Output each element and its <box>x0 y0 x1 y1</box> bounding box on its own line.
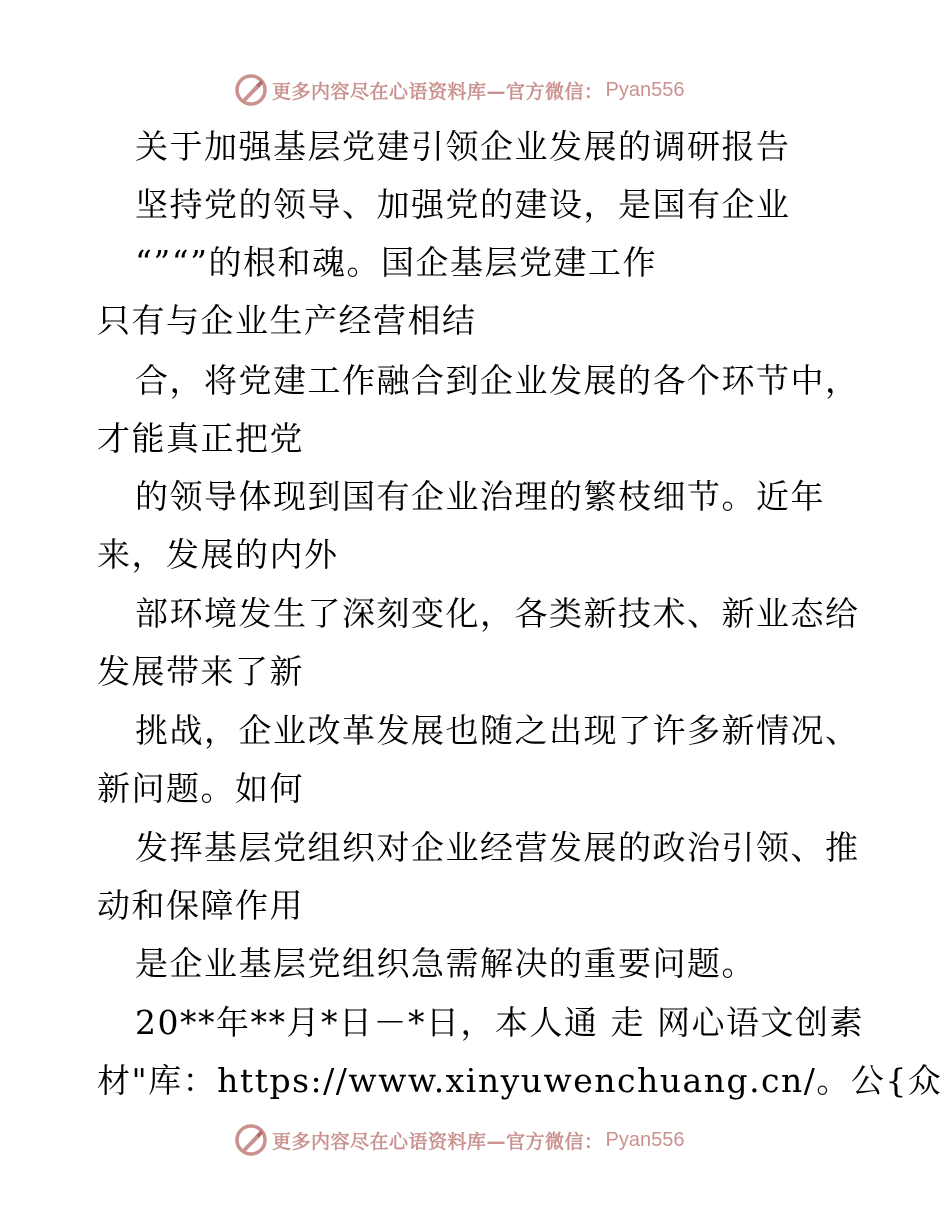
document-title: 关于加强基层党建引领企业发展的调研报告 <box>135 127 791 166</box>
watermark-text: 更多内容尽在心语资料库—官方微信： <box>272 1130 604 1153</box>
watermark-wechat-id: Pyan556 <box>605 1128 685 1151</box>
text-line: 发展带来了新 <box>97 652 304 691</box>
text-line: 来，发展的内外 <box>97 535 339 574</box>
text-line: 的领导体现到国有企业治理的繁枝细节。近年 <box>135 477 825 516</box>
pen-logo-icon <box>234 73 268 107</box>
text-line: 20**年**月*日－*日，本人通 走 网心语文创素 <box>135 1003 864 1042</box>
text-line: 合，将党建工作融合到企业发展的各个环节中， <box>135 361 860 400</box>
text-line: 挑战，企业改革发展也随之出现了许多新情况、 <box>135 711 860 750</box>
watermark-wechat-id: Pyan556 <box>605 78 685 101</box>
text-line: 新问题。如何 <box>97 769 304 808</box>
header-watermark <box>234 73 684 107</box>
text-line: 材"库：https://www.xinyuwenchuang.cn/。公{众 <box>97 1061 943 1100</box>
text-line: 坚持党的领导、加强党的建设，是国有企业 <box>135 185 791 224</box>
text-line: 才能真正把党 <box>97 419 304 458</box>
watermark-text: 更多内容尽在心语资料库—官方微信： <box>272 80 604 103</box>
text-line: “”“”的根和魂。国企基层党建工作 <box>135 243 657 282</box>
pen-logo-icon <box>234 1123 268 1157</box>
text-line: 部环境发生了深刻变化，各类新技术、新业态给 <box>135 594 860 633</box>
footer-watermark <box>234 1123 684 1157</box>
text-line: 只有与企业生产经营相结 <box>97 301 477 340</box>
text-line: 发挥基层党组织对企业经营发展的政治引领、推 <box>135 828 860 867</box>
text-line: 动和保障作用 <box>97 886 304 925</box>
text-line: 是企业基层党组织急需解决的重要问题。 <box>135 944 756 983</box>
